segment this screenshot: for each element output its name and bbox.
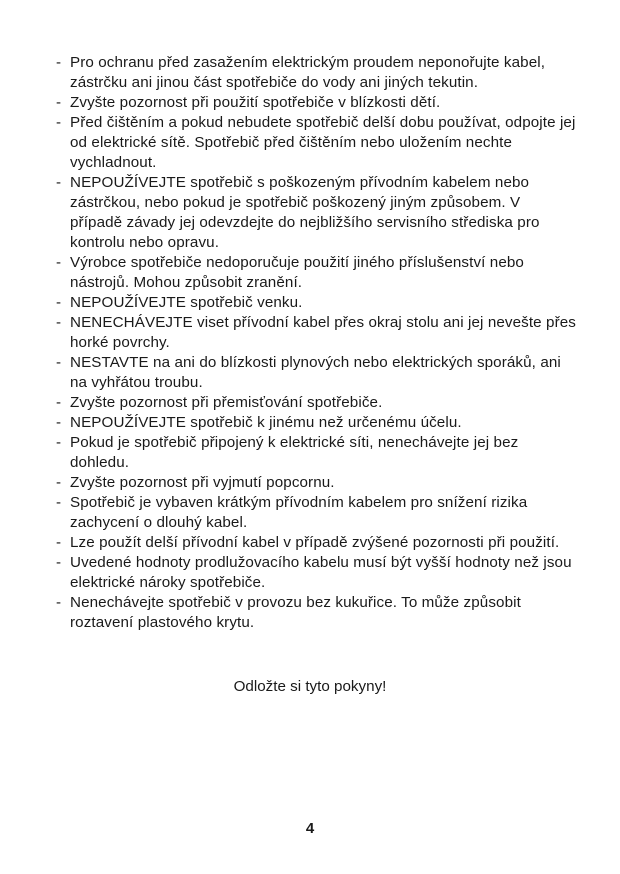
list-item-text: Nenechávejte spotřebič v provozu bez kukuřice. To může způsobit roztavení plastového krytu. bbox=[70, 594, 521, 631]
bullet-dash: - bbox=[56, 594, 62, 611]
page-number: 4 bbox=[305, 820, 315, 837]
list-item-text: Zvyšte pozornost při použití spotřebiče v blízkosti dětí. bbox=[70, 94, 441, 111]
bullet-dash: - bbox=[56, 114, 62, 131]
bullet-dash: - bbox=[56, 554, 62, 571]
list-item bbox=[56, 113, 576, 173]
bullet-dash: - bbox=[56, 494, 62, 511]
bullet-dash: - bbox=[56, 254, 62, 271]
list-item bbox=[56, 593, 576, 633]
list-item-text: NEPOUŽÍVEJTE spotřebič k jinému než určenému účelu. bbox=[70, 414, 462, 431]
list-item-text: NEPOUŽÍVEJTE spotřebič s poškozeným přívodním kabelem nebo zástrčkou, nebo pokud je spotřebič poškozený jiným způsobem. V případě závady jej odevzdejte do nejbližšího servisního střediska pro kontrolu nebo opravu. bbox=[70, 174, 540, 251]
bullet-dash: - bbox=[56, 414, 62, 431]
bullet-dash: - bbox=[56, 474, 62, 491]
list-item-text: Spotřebič je vybaven krátkým přívodním kabelem pro snížení rizika zachycení o dlouhý kabel. bbox=[70, 494, 528, 531]
list-item-text: NESTAVTE na ani do blízkosti plynových nebo elektrických sporáků, ani na vyhřátou troubu. bbox=[70, 354, 561, 391]
list-item bbox=[56, 533, 576, 553]
list-item-text: Před čištěním a pokud nebudete spotřebič delší dobu používat, odpojte jej od elektrické sítě. Spotřebič před čištěním nebo uložením nechte vychladnout. bbox=[70, 114, 576, 171]
list-item bbox=[56, 493, 576, 533]
list-item-text: NEPOUŽÍVEJTE spotřebič venku. bbox=[70, 294, 303, 311]
safety-warnings-list bbox=[56, 53, 576, 633]
list-item-text: Pokud je spotřebič připojený k elektrické síti, nenechávejte jej bez dohledu. bbox=[70, 434, 519, 471]
bullet-dash: - bbox=[56, 434, 62, 451]
list-item bbox=[56, 553, 576, 593]
list-item-text: Lze použít delší přívodní kabel v případě zvýšené pozornosti při použití. bbox=[70, 534, 560, 551]
list-item-text: Výrobce spotřebiče nedoporučuje použití jiného příslušenství nebo nástrojů. Mohou způsobit zranění. bbox=[70, 254, 524, 291]
bullet-dash: - bbox=[56, 394, 62, 411]
list-item bbox=[56, 473, 576, 493]
list-item bbox=[56, 253, 576, 293]
bullet-dash: - bbox=[56, 174, 62, 191]
list-item-text: NENECHÁVEJTE viset přívodní kabel přes okraj stolu ani jej nevešte přes horké povrchy. bbox=[70, 314, 576, 351]
list-item-text: Zvyšte pozornost při vyjmutí popcornu. bbox=[70, 474, 335, 491]
list-item bbox=[56, 293, 576, 313]
closing-note: Odložte si tyto pokyny! bbox=[233, 678, 387, 695]
bullet-dash: - bbox=[56, 294, 62, 311]
bullet-dash: - bbox=[56, 94, 62, 111]
list-item bbox=[56, 93, 576, 113]
list-item-text: Zvyšte pozornost při přemisťování spotřebiče. bbox=[70, 394, 383, 411]
bullet-dash: - bbox=[56, 54, 62, 71]
list-item bbox=[56, 413, 576, 433]
list-item-text: Pro ochranu před zasažením elektrickým proudem neponořujte kabel, zástrčku ani jinou část spotřebiče do vody ani jiných tekutin. bbox=[70, 54, 546, 91]
list-item bbox=[56, 433, 576, 473]
list-item bbox=[56, 53, 576, 93]
list-item bbox=[56, 313, 576, 353]
bullet-dash: - bbox=[56, 314, 62, 331]
list-item bbox=[56, 353, 576, 393]
list-item-text: Uvedené hodnoty prodlužovacího kabelu musí být vyšší hodnoty než jsou elektrické nároky spotřebiče. bbox=[70, 554, 572, 591]
list-item bbox=[56, 393, 576, 413]
bullet-dash: - bbox=[56, 534, 62, 551]
bullet-dash: - bbox=[56, 354, 62, 371]
list-item bbox=[56, 173, 576, 253]
